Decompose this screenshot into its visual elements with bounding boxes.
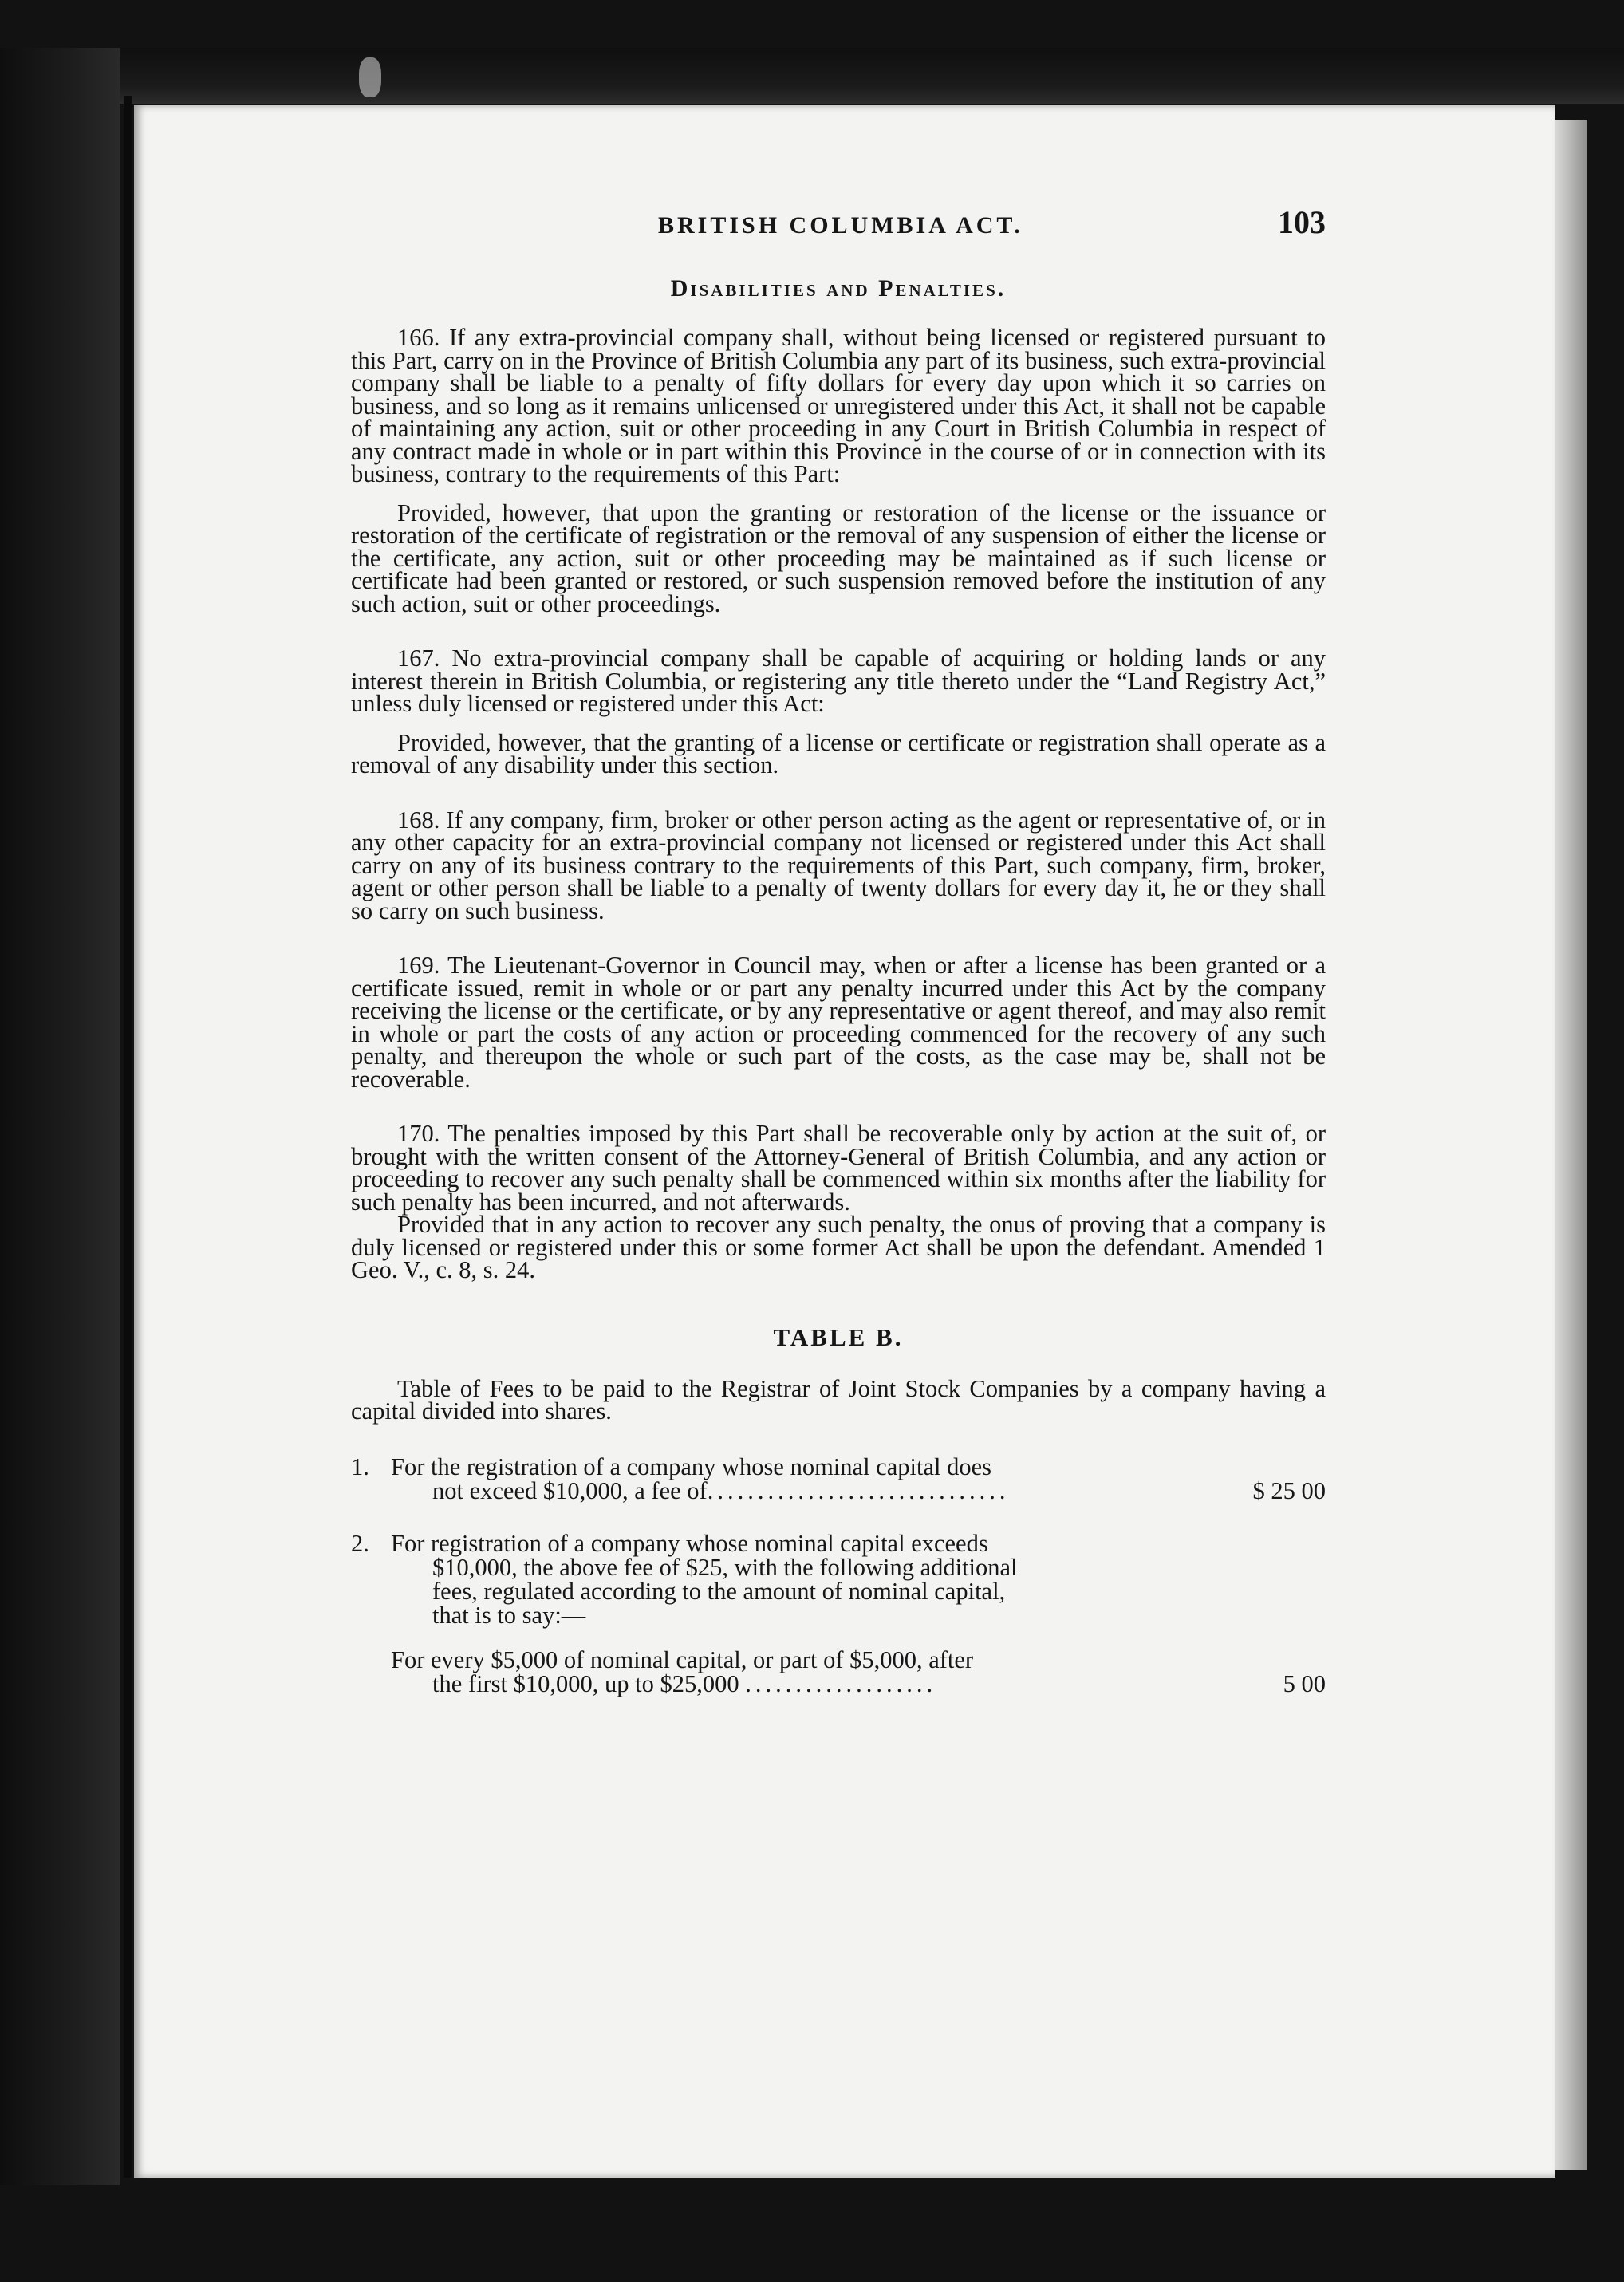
fee-sub-item-line: For every $5,000 of nominal capital, or part of $5,000, after: [391, 1645, 974, 1673]
section-heading: Disabilities and Penalties.: [670, 275, 1007, 302]
fee-sub-item-text: [391, 1645, 1173, 1697]
section-166-proviso: Provided, however, that upon the granting or restoration of the license or the issuance or restoration of the certificate of registration or the removal of any suspension of either the license or the certificate, any action, suit or other proceeding may be maintained as if such license or certificate had been granted or restored, or such suspension removed before the institution of any such action, suit or other proceedings.: [351, 499, 1326, 617]
fee-item-text: [391, 1452, 1212, 1504]
fee-sub-item-line: the first $10,000, up to $25,000: [432, 1669, 739, 1697]
binding-gutter: [124, 96, 132, 2178]
page-content: [351, 203, 1326, 1696]
leader-dots: ..............................: [707, 1476, 1010, 1504]
fee-item-line-continued: [391, 1476, 1212, 1504]
fee-amount: $ 25 00: [1252, 1476, 1326, 1504]
fee-item-line-continued: that is to say:—: [432, 1601, 586, 1629]
section-168: 168. If any company, firm, broker or other person acting as the agent or representative of, or in any other capacity for an extra-provincial company not licensed or registered under this Act shall carry on any of its business contrary to the requirements of this Part, such company, firm, broker, agent or other person shall be liable to a penalty of twenty dollars for every day it, he or they shall so carry on such business.: [351, 806, 1326, 924]
fee-item-number: 2.: [351, 1529, 369, 1557]
fee-item: [351, 1452, 1326, 1504]
table-intro: Table of Fees to be paid to the Registrar of Joint Stock Companies by a company having a capital divided into shares.: [351, 1374, 1326, 1425]
section-167-proviso: Provided, however, that the granting of a license or certificate or registration shall operate as a removal of any disability under this section.: [351, 728, 1326, 778]
page-number: 103: [1278, 204, 1326, 240]
leader-dots: ...................: [745, 1669, 937, 1697]
fee-item-line: For registration of a company whose nominal capital exceeds: [391, 1529, 988, 1557]
running-title: BRITISH COLUMBIA ACT.: [658, 212, 1023, 238]
fee-sub-amount: 5 00: [1283, 1669, 1326, 1697]
fee-item-line-continued: fees, regulated according to the amount of nominal capital,: [432, 1577, 1006, 1605]
section-169: 169. The Lieutenant-Governor in Council may, when or after a license has been granted or a certificate issued, remit in whole or or part any penalty incurred under this Act by the company receiving the license or the certificate, or by any representative or agent thereof, and may also remit in whole or part the costs of any action or proceeding commenced for the recovery of any such penalty, and thereupon the whole or such part of the costs, as the case may be, shall not be recoverable.: [351, 952, 1326, 1093]
fee-item-line: not exceed $10,000, a fee of: [432, 1476, 708, 1504]
running-head: [658, 203, 1326, 242]
fee-item-text: [391, 1531, 1212, 1627]
section-167: 167. No extra-provincial company shall be capable of acquiring or holding lands or any interest therein in British Columbia, or registering any title thereto under the “Land Registry Act,” unless duly licensed or registered under this Act:: [351, 644, 1326, 717]
section-166: 166. If any extra-provincial company shall, without being licensed or registered pursuant to this Part, carry on in the Province of British Columbia any part of its business, such extra-provincial company shall be liable to a penalty of fifty dollars for every day upon which it so carries on business, and so long as it remains unlicensed or unregistered under this Act, it shall not be capable of maintaining any action, suit or other proceeding in any Court in British Columbia in respect of any contract made in whole or in part within this Province in the course of or in connection with its business, contrary to the requirements of this Part:: [351, 324, 1326, 487]
fee-item-line: For the registration of a company whose nominal capital does: [391, 1452, 991, 1480]
fee-sub-item: [351, 1645, 1326, 1697]
fee-item-line-continued: $10,000, the above fee of $25, with the following additional: [432, 1553, 1018, 1581]
scan-smudge: [359, 57, 381, 97]
top-scan-shadow: [0, 48, 1624, 104]
table-title: TABLE B.: [773, 1322, 904, 1351]
fee-item-number: 1.: [351, 1452, 369, 1480]
section-170: 170. The penalties imposed by this Part shall be recoverable only by action at the suit of, or brought with the written consent of the Attorney-General of British Columbia, and any action or proceeding to recover any such penalty shall be commenced within six months after the liability for such penalty has been incurred, and not afterwards.: [351, 1120, 1326, 1216]
facing-page-edge: [0, 48, 120, 2185]
section-170-proviso: Provided that in any action to recover any such penalty, the onus of proving that a company is duly licensed or registered under this or some former Act shall be upon the defendant. Amended 1 Geo. V., c. 8, s. 24.: [351, 1211, 1326, 1283]
fee-sub-item-line-continued: [391, 1669, 1173, 1697]
fee-item: [351, 1531, 1326, 1627]
page-stack-edge: [1555, 120, 1587, 2170]
